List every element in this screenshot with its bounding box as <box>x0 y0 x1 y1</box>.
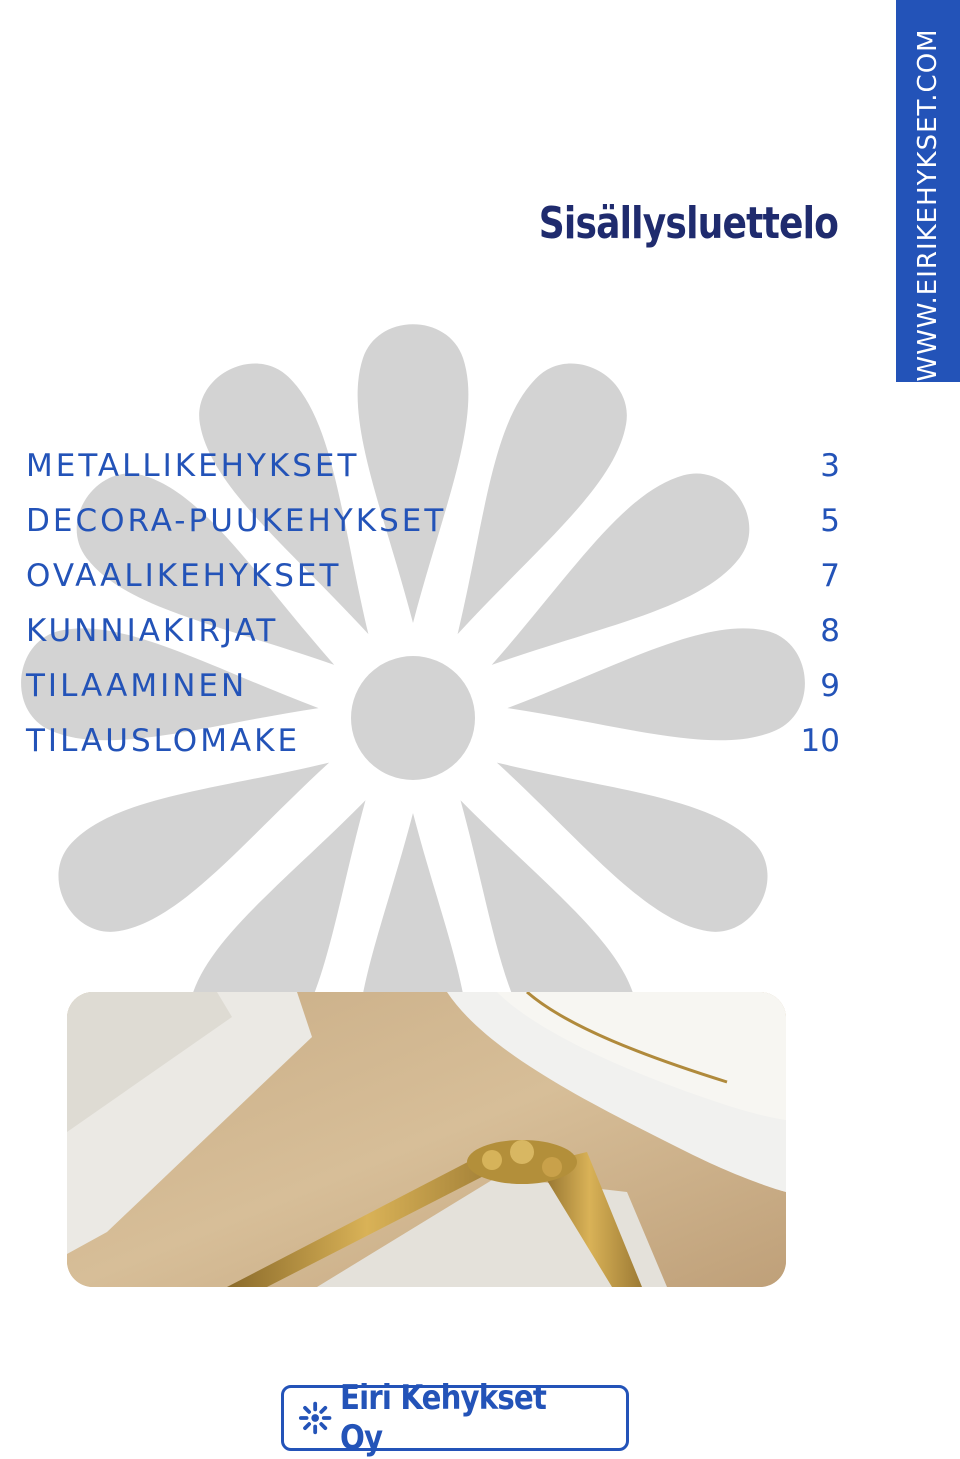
table-of-contents <box>26 448 840 778</box>
toc-item-page: 10 <box>800 723 840 759</box>
toc-item <box>26 503 840 558</box>
company-name: Eiri Kehykset Oy <box>340 1378 547 1458</box>
toc-item-page: 9 <box>820 668 840 704</box>
toc-item-page: 5 <box>820 503 840 539</box>
toc-item-page: 7 <box>820 558 840 594</box>
toc-item-label: TILAAMINEN <box>26 668 248 704</box>
toc-item-label: OVAALIKEHYKSET <box>26 558 342 594</box>
toc-item <box>26 613 840 668</box>
toc-item-page: 3 <box>820 448 840 484</box>
company-logo <box>281 1378 629 1458</box>
toc-item-label: TILAUSLOMAKE <box>26 723 301 759</box>
toc-item <box>26 558 840 613</box>
toc-item <box>26 723 840 778</box>
toc-item-label: DECORA-PUUKEHYKSET <box>26 503 447 539</box>
product-photo <box>67 992 786 1287</box>
website-url: WWW.EIRIKEHYKSET.COM <box>913 28 943 382</box>
website-side-tab <box>896 0 960 382</box>
toc-item <box>26 668 840 723</box>
toc-item-label: METALLIKEHYKSET <box>26 448 360 484</box>
toc-item-label: KUNNIAKIRJAT <box>26 613 279 649</box>
toc-item-page: 8 <box>820 613 840 649</box>
toc-item <box>26 448 840 503</box>
daisy-icon <box>298 1400 332 1436</box>
page-title: Sisällysluettelo <box>538 198 838 249</box>
